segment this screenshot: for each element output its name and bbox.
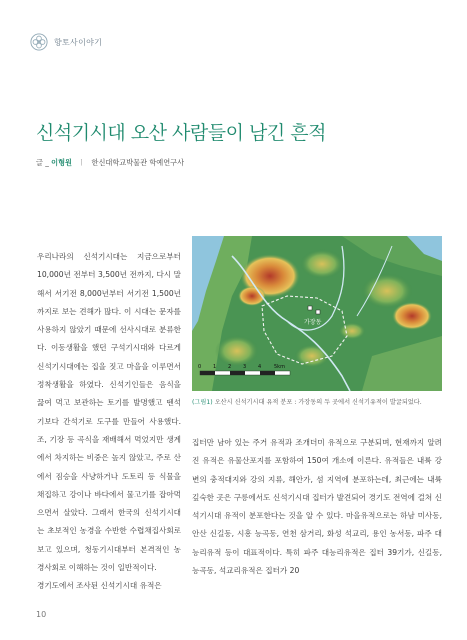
page-number: 10	[36, 610, 47, 619]
caption-label: (그림1)	[192, 399, 213, 406]
byline-prefix: 글 _	[36, 158, 49, 167]
scale-label: 2	[228, 364, 232, 370]
page-header	[30, 32, 102, 52]
site-marker	[316, 310, 320, 314]
body-column-right	[192, 434, 442, 580]
caption-text: 오산시 신석기시대 유적 분포 : 가장동의 두 곳에서 신석기유적이 발굴되었다.	[214, 399, 422, 406]
author-name: 이형원	[51, 158, 72, 167]
body-paragraph: 경기도에서 조사된 신석기시대 유적은	[37, 581, 162, 591]
body-paragraph: 우리나라의 신석기시대는 지금으로부터 10,000년 전부터 3,500년 전까지, 다시 말해서 서기전 8,000년부터 서기전 1,500년까지로 보는 견해가 많다. 이 시대는 문자를 사용하지 않았기 때문에 선사시대로 분류한다. 이동생활을 했던 구석기시대와 다르게 신석기시대에는 집을 짓고 마을을 이루면서 정착생활을 하였다. 신석기인들은 음식을 끓여 먹고 보관하는 토기를 발명했고 뗀석기보다 간석기로 도구를 만들어 사용했다. 조, 기장 등 곡식을 재배해서 먹었지만 생계에서 차지하는 비중은 높지 않았고, 주로 산에서 짐승을 사냥하거나 도토리 등 식물을 채집하고 강이나 바다에서 물고기를 잡아먹으면서 살았다. 그래서 한국의 신석기시대는 초보적인 농경을 수반한 수렵채집사회로 보고 있으며, 청동기시대부터 본격적인 농경사회로 이해하는 것이 일반적이다.	[37, 252, 181, 573]
section-label: 향토사이야기	[54, 37, 103, 47]
site-marker	[308, 306, 312, 310]
flower-emblem-icon	[30, 33, 48, 51]
terrain-map-image	[192, 236, 442, 391]
site-label: 가장동	[304, 319, 322, 326]
figure-caption	[192, 398, 442, 408]
distribution-map	[192, 236, 442, 391]
scale-label: 4	[258, 364, 262, 370]
byline	[36, 158, 184, 168]
article-title: 신석기시대 오산 사람들이 남긴 흔적	[36, 122, 326, 144]
scale-label: 3	[243, 364, 247, 370]
body-paragraph: 집터만 남아 있는 주거 유적과 조개더미 유적으로 구분되며, 현재까지 알려진 유적은 유물산포지를 포함하여 150여 개소에 이른다. 유적들은 내륙 강변의 충적대지와 강의 지류, 해안가, 섬 지역에 분포하는데, 최근에는 내륙 깊숙한 곳은 구릉에서도 신석기시대 집터가 발견되어 경기도 전역에 걸쳐 신석기시대 유적이 분포한다는 것을 알 수 있다. 마을유적으로는 하남 미사동, 안산 신길동, 시흥 능곡동, 연천 삼거리, 화성 석교리, 용인 농서동, 파주 대능리유적 등이 대표적이다. 특히 파주 대능리유적은 집터 39기가, 신길동, 능곡동, 석교리유적은 집터가 20	[192, 438, 442, 576]
byline-separator: ㅣ	[78, 158, 86, 167]
scale-label: 1	[213, 364, 217, 370]
body-column-left	[37, 248, 181, 596]
author-affiliation: 한신대학교박물관 학예연구사	[91, 158, 185, 167]
scale-label: 5km	[274, 364, 285, 370]
scale-label: 0	[198, 364, 202, 370]
